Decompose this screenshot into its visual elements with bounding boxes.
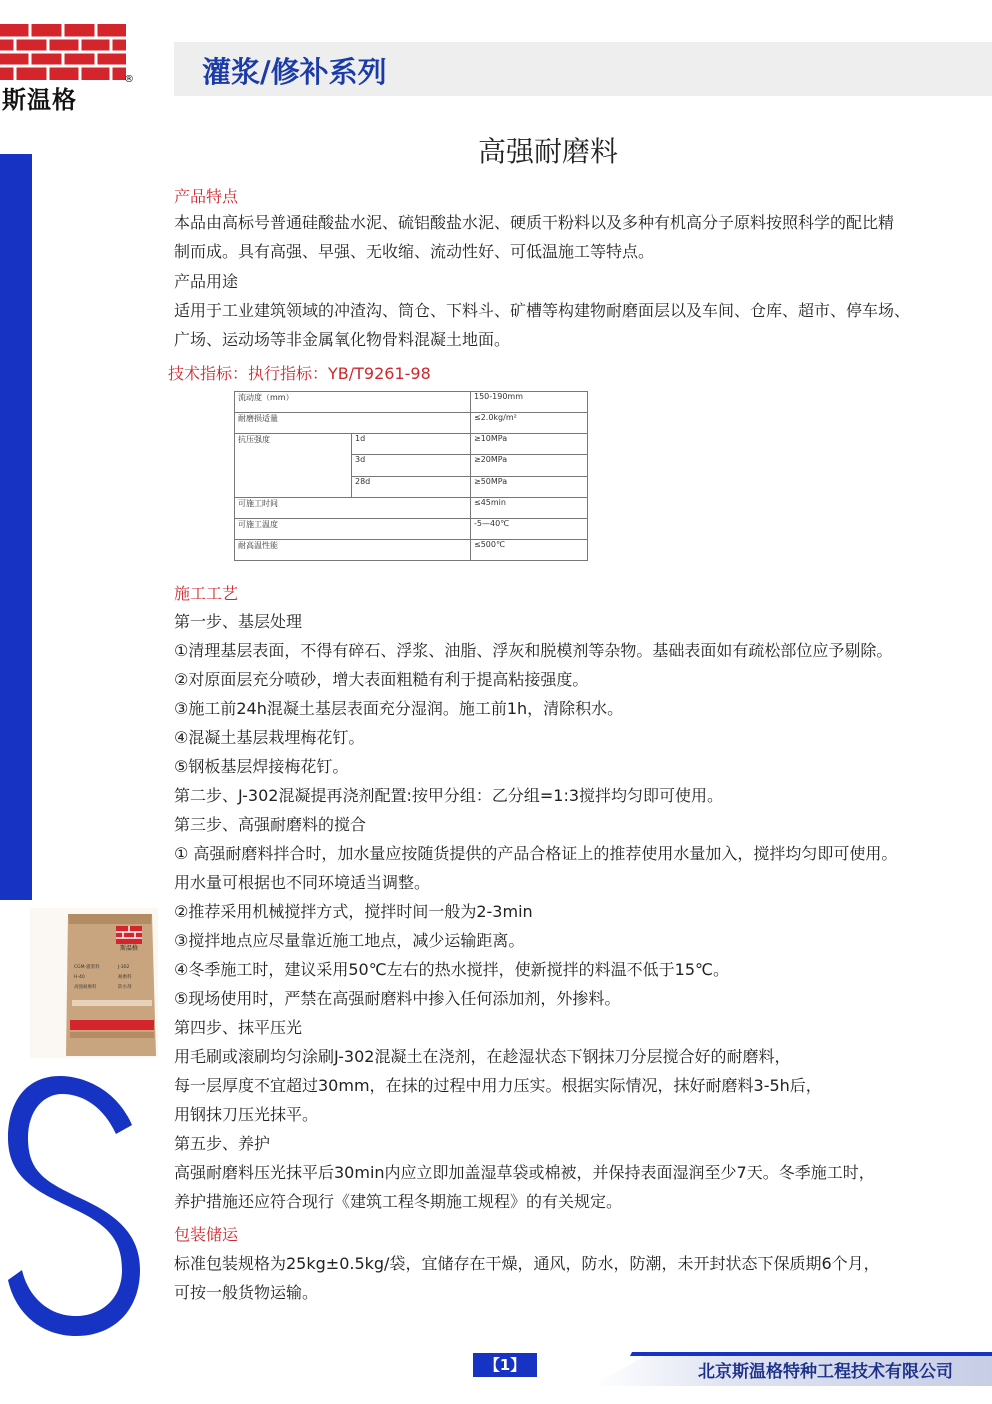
process-line: ④冬季施工时，建议采用50℃左右的热水搅拌，使新搅拌的料温不低于15℃。: [174, 960, 730, 979]
table-row: [235, 497, 588, 518]
table-row: [235, 434, 588, 455]
spec-heat-name: 耐高温性能: [235, 539, 471, 560]
spec-strength-name: 抗压强度: [235, 434, 352, 497]
side-bar-decoration: [0, 154, 32, 900]
spec-time-value: ≤45min: [471, 497, 588, 518]
bag-label-1: CGM-灌浆料: [74, 965, 100, 970]
spec-strength-28d-value: ≥50MPa: [471, 476, 588, 497]
spec-flow-name: 流动度（mm）: [235, 392, 471, 413]
spec-temp-value: -5—40℃: [471, 518, 588, 539]
process-line: ②推荐采用机械搅拌方式，搅拌时间一般为2-3min: [174, 902, 533, 921]
process-line: 第三步、高强耐磨料的搅合: [174, 815, 367, 834]
packaging-line-2: 可按一般货物运输。: [174, 1283, 319, 1302]
registered-mark: ®: [124, 74, 134, 85]
features-heading: 产品特点: [174, 187, 239, 206]
spec-temp-name: 可施工温度: [235, 518, 471, 539]
table-row: [235, 518, 588, 539]
series-title: 灌浆/修补系列: [202, 55, 387, 89]
features-line-2: 制而成。具有高强、早强、无收缩、流动性好、可低温施工等特点。: [174, 242, 655, 261]
company-name: 北京斯温格特种工程技术有限公司: [698, 1362, 953, 1382]
bag-label-4: 耐磨料: [118, 975, 132, 980]
process-line: 用钢抹刀压光抹平。: [174, 1105, 319, 1124]
spec-heading: 技术指标：执行指标：YB/T9261-98: [168, 364, 431, 383]
process-line: ④混凝土基层栽埋梅花钉。: [174, 728, 365, 747]
spec-strength-3d-value: ≥20MPa: [471, 455, 588, 476]
spec-age-28d: 28d: [352, 476, 471, 497]
process-line: 第五步、养护: [174, 1134, 271, 1153]
spec-wear-name: 耐磨损适量: [235, 413, 471, 434]
brand-name: 斯温格: [2, 86, 77, 114]
spec-heat-value: ≤500℃: [471, 539, 588, 560]
document-title: 高强耐磨料: [477, 135, 618, 168]
table-row: [235, 413, 588, 434]
process-line: ① 高强耐磨料拌合时，加水量应按随货提供的产品合格证上的推荐使用水量加入，搅拌均匀即可使用。: [174, 844, 898, 863]
process-line: ③施工前24h混凝土基层表面充分湿润。施工前1h，清除积水。: [174, 699, 624, 718]
usage-line-2: 广场、运动场等非金属氧化物骨料混凝土地面。: [174, 330, 511, 349]
bag-brand: 斯温格: [119, 945, 139, 952]
bag-label-5: 高强耐磨料: [74, 985, 97, 990]
product-bag-image: [30, 908, 158, 1058]
table-row: [235, 392, 588, 413]
table-row: [235, 539, 588, 560]
big-s-decoration-icon: [4, 1070, 144, 1340]
process-line: 第一步、基层处理: [174, 612, 303, 631]
process-line: ①清理基层表面，不得有碎石、浮浆、油脂、浮灰和脱模剂等杂物。基础表面如有疏松部位应予剔除。: [174, 641, 893, 660]
spec-age-1d: 1d: [352, 434, 471, 455]
usage-heading: 产品用途: [174, 272, 239, 291]
spec-table: [234, 391, 588, 561]
bag-label-3: H-40: [74, 975, 85, 980]
process-line: 高强耐磨料压光抹平后30min内应立即加盖湿草袋或棉被，并保持表面湿润至少7天。冬季施工时，: [174, 1163, 875, 1182]
process-line: ⑤现场使用时，严禁在高强耐磨料中掺入任何添加剂，外掺料。: [174, 989, 621, 1008]
process-heading: 施工工艺: [174, 584, 239, 603]
process-line: ②对原面层充分喷砂，增大表面粗糙有利于提高粘接强度。: [174, 670, 589, 689]
spec-strength-1d-value: ≥10MPa: [471, 434, 588, 455]
process-line: ⑤钢板基层焊接梅花钉。: [174, 757, 349, 776]
packaging-line-1: 标准包装规格为25kg±0.5kg/袋，宜储存在干燥，通风，防水，防潮，未开封状态下保质期6个月，: [174, 1254, 880, 1273]
process-line: 每一层厚度不宜超过30mm，在抹的过程中用力压实。根据实际情况，抹好耐磨料3-5h后，: [174, 1076, 822, 1095]
brick-logo-icon: [0, 24, 126, 80]
bag-label-6: 防水剂: [118, 985, 132, 990]
process-line: ③搅拌地点应尽量靠近施工地点，减少运输距离。: [174, 931, 525, 950]
process-line: 用水量可根据也不同环境适当调整。: [174, 873, 431, 892]
brand-logo: [0, 24, 140, 114]
process-line: 第二步、J-302混凝提再浇剂配置:按甲分组：乙分组=1:3搅拌均匀即可使用。: [174, 786, 724, 805]
bag-label-2: J-302: [118, 965, 130, 970]
spec-flow-value: 150-190mm: [471, 392, 588, 413]
usage-line-1: 适用于工业建筑领域的冲渣沟、筒仓、下料斗、矿槽等构建物耐磨面层以及车间、仓库、超市、停车场、: [174, 301, 911, 320]
process-line: 第四步、抹平压光: [174, 1018, 303, 1037]
process-line: 养护措施还应符合现行《建筑工程冬期施工规程》的有关规定。: [174, 1192, 623, 1211]
packaging-heading: 包装储运: [174, 1225, 239, 1244]
spec-wear-value: ≤2.0kg/m²: [471, 413, 588, 434]
features-line-1: 本品由高标号普通硅酸盐水泥、硫铝酸盐水泥、硬质干粉料以及多种有机高分子原料按照科学的配比精: [174, 213, 895, 232]
spec-time-name: 可施工时间: [235, 497, 471, 518]
process-line: 用毛刷或滚刷均匀涂刷J-302混凝土在浇剂，在趁湿状态下钢抹刀分层搅合好的耐磨料，: [174, 1047, 791, 1066]
spec-age-3d: 3d: [352, 455, 471, 476]
page-number: 【1】: [473, 1353, 537, 1377]
